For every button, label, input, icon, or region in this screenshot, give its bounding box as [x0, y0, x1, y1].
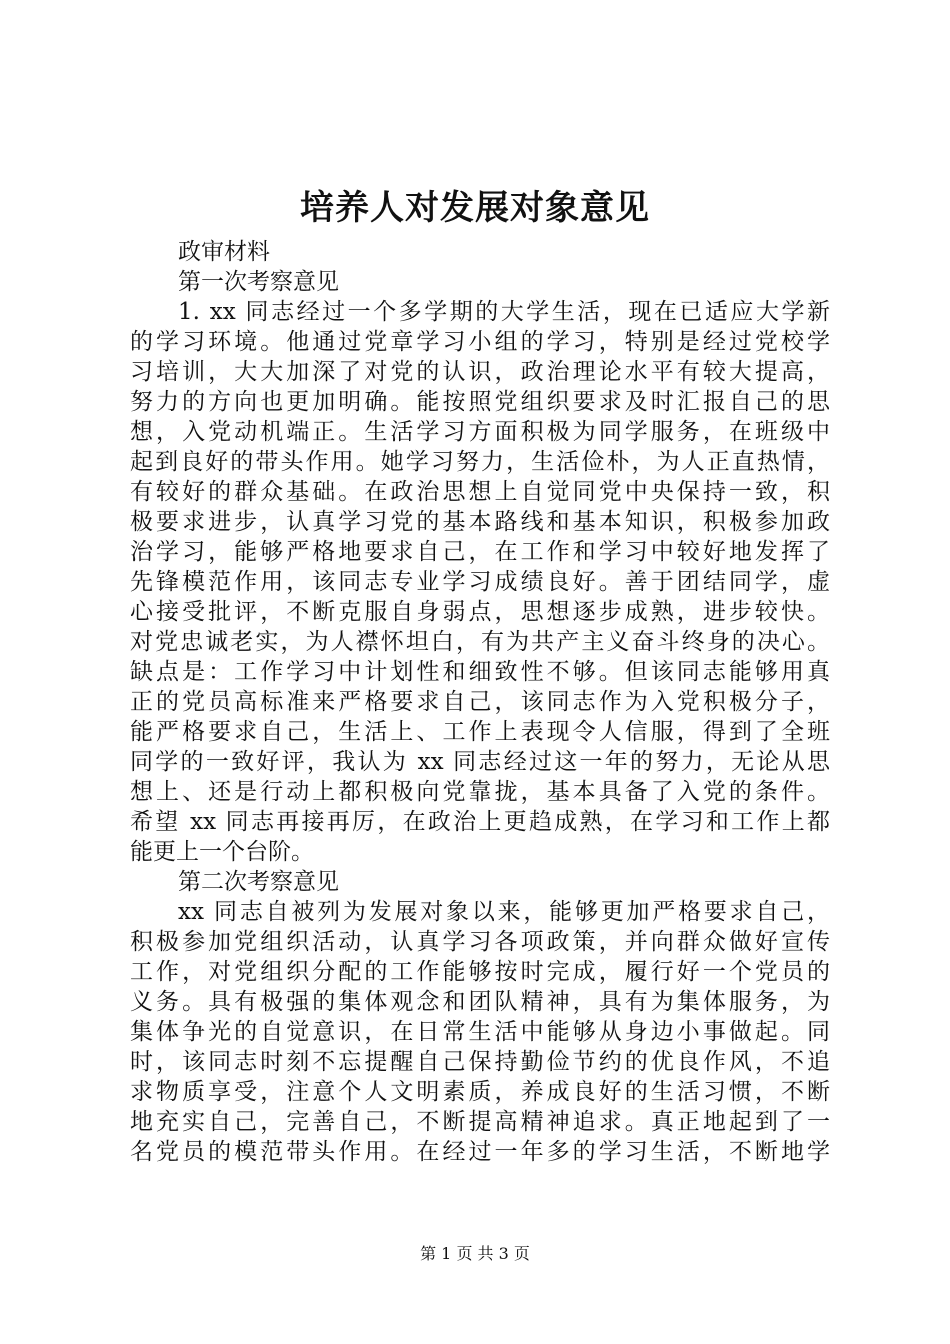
paragraph-line: 想，入党动机端正。生活学习方面积极为同学服务，在班级中 — [130, 419, 830, 445]
document-body — [130, 237, 830, 1167]
paragraph-line: 习培训，大大加深了对党的认识，政治理论水平有较大提高， — [130, 359, 830, 385]
document-title: 培养人对发展对象意见 — [300, 188, 650, 228]
paragraph-line: 时，该同志时刻不忘提醒自己保持勤俭节约的优良作风，不追 — [130, 1049, 830, 1075]
section-heading-political-review: 政审材料 — [178, 239, 270, 265]
paragraph-line: 同学的一致好评，我认为 xx 同志经过这一年的努力，无论从思 — [130, 749, 830, 775]
paragraph-line: 起到良好的带头作用。她学习努力，生活俭朴，为人正直热情， — [130, 449, 830, 475]
paragraph-line: 治学习，能够严格地要求自己，在工作和学习中较好地发挥了 — [130, 539, 830, 565]
paragraph-line: 努力的方向也更加明确。能按照党组织要求及时汇报自己的思 — [130, 389, 830, 415]
paragraph-line: 先锋模范作用，该同志专业学习成绩良好。善于团结同学，虚 — [130, 569, 830, 595]
paragraph-line: 希望 xx 同志再接再厉，在政治上更趋成熟，在学习和工作上都 — [130, 809, 830, 835]
paragraph-line: 的学习环境。他通过党章学习小组的学习，特别是经过党校学 — [130, 329, 830, 355]
paragraph-line: 有较好的群众基础。在政治思想上自觉同党中央保持一致，积 — [130, 479, 830, 505]
paragraph-line: 集体争光的自觉意识，在日常生活中能够从身边小事做起。同 — [130, 1019, 830, 1045]
paragraph-line: 积极参加党组织活动，认真学习各项政策，并向群众做好宣传 — [130, 929, 830, 955]
paragraph-line: 义务。具有极强的集体观念和团队精神，具有为集体服务，为 — [130, 989, 830, 1015]
section-heading-second-review: 第二次考察意见 — [178, 869, 339, 895]
paragraph-line: 心接受批评，不断克服自身弱点，思想逐步成熟，进步较快。 — [130, 599, 830, 625]
paragraph-line: 想上、还是行动上都积极向党靠拢，基本具备了入党的条件。 — [130, 779, 830, 805]
paragraph-line: 工作，对党组织分配的工作能够按时完成，履行好一个党员的 — [130, 959, 830, 985]
paragraph-line: 正的党员高标准来严格要求自己，该同志作为入党积极分子， — [130, 689, 830, 715]
paragraph-line: xx 同志自被列为发展对象以来，能够更加严格要求自己， — [178, 899, 830, 925]
paragraph-line: 1. xx 同志经过一个多学期的大学生活，现在已适应大学新 — [178, 299, 830, 325]
paragraph-line: 缺点是：工作学习中计划性和细致性不够。但该同志能够用真 — [130, 659, 830, 685]
section-heading-first-review: 第一次考察意见 — [178, 269, 339, 295]
paragraph-line: 能严格要求自己，生活上、工作上表现令人信服，得到了全班 — [130, 719, 830, 745]
page-footer: 第 1 页 共 3 页 — [420, 1244, 530, 1263]
paragraph-line: 求物质享受，注意个人文明素质，养成良好的生活习惯，不断 — [130, 1079, 830, 1105]
paragraph-line: 名党员的模范带头作用。在经过一年多的学习生活，不断地学 — [130, 1139, 830, 1165]
paragraph-line: 极要求进步，认真学习党的基本路线和基本知识，积极参加政 — [130, 509, 830, 535]
paragraph-line: 地充实自己，完善自己，不断提高精神追求。真正地起到了一 — [130, 1109, 830, 1135]
paragraph-first-review — [130, 297, 830, 867]
paragraph-line: 对党忠诚老实，为人襟怀坦白，有为共产主义奋斗终身的决心。 — [130, 629, 830, 655]
paragraph-second-review — [130, 897, 830, 1167]
paragraph-line: 能更上一个台阶。 — [130, 839, 314, 865]
